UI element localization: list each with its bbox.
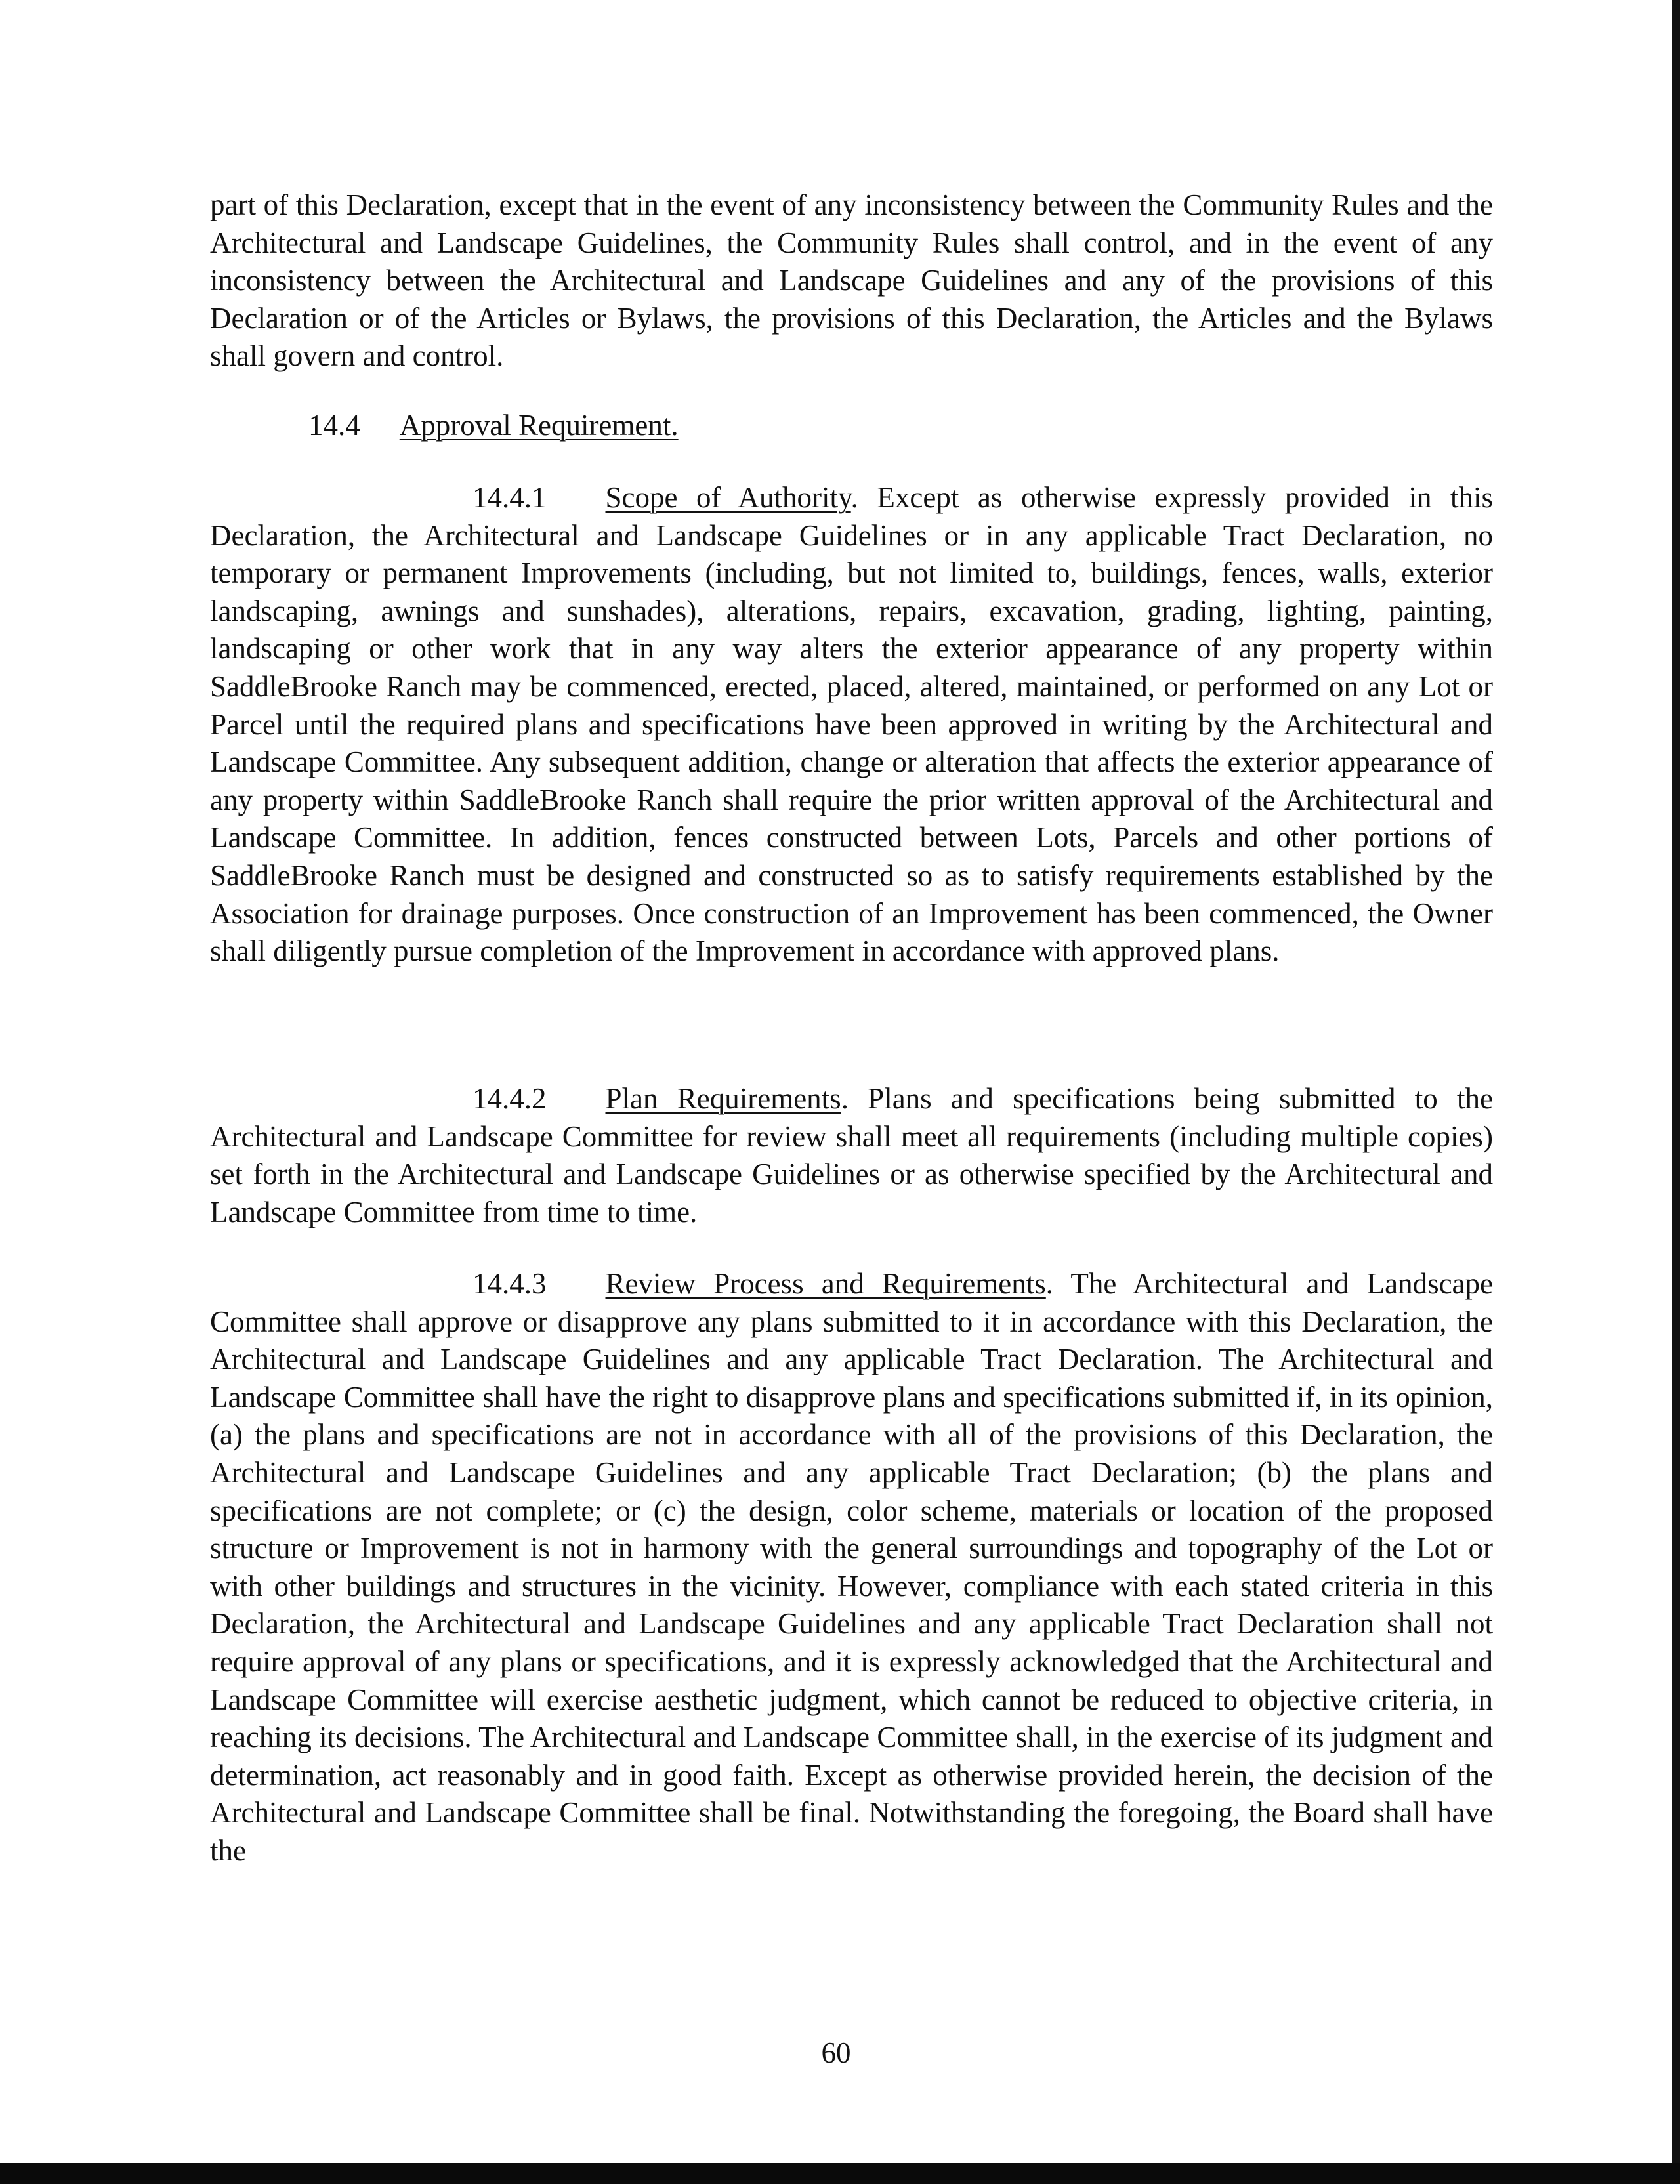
scan-edge-right xyxy=(1672,0,1680,2184)
section-14-4-heading xyxy=(308,407,679,445)
section-14-4-1-paragraph xyxy=(210,479,1493,971)
section-14-4-1-title: Scope of Authority xyxy=(605,481,851,514)
section-14-4-3-number: 14.4.3 xyxy=(472,1267,547,1300)
page-number: 60 xyxy=(821,2036,851,2069)
paragraph-intro: part of this Declaration, except that in the event of any inconsistency between the Community Rules and the Architectural and Landscape Guidelines, the Community Rules shall control, and in the event of any inconsistency between the Architectural and Landscape Guidelines and any of the provisions of this Declaration or of the Articles or Bylaws, the provisions of this Declaration, the Articles and the Bylaws shall govern and control. xyxy=(210,188,1493,373)
section-14-4-3-paragraph xyxy=(210,1265,1493,1870)
scan-edge-bottom xyxy=(0,2163,1680,2184)
section-14-4-title: Approval Requirement. xyxy=(399,409,679,442)
section-14-4-2-paragraph xyxy=(210,1080,1493,1231)
section-14-4-1-body: . Except as otherwise expressly provided in this Declaration, the Architectural and Landscape Guidelines or in any applicable Tract Declaration, no temporary or permanent Improvements (including, but not limited to, buildings, fences, walls, exterior landscaping, awnings and sunshades), alterations, repairs, excavation, grading, lighting, painting, landscaping or other work that in any way alters the exterior appearance of any property within SaddleBrooke Ranch may be commenced, erected, placed, altered, maintained, or performed on any Lot or Parcel until the required plans and specifications have been approved in writing by the Architectural and Landscape Committee. Any subsequent addition, change or alteration that affects the exterior appearance of any property within SaddleBrooke Ranch shall require the prior written approval of the Architectural and Landscape Committee. In addition, fences constructed between Lots, Parcels and other portions of SaddleBrooke Ranch must be designed and constructed so as to satisfy requirements established by the Association for drainage purposes. Once construction of an Improvement has been commenced, the Owner shall diligently pursue completion of the Improvement in accordance with approved plans. xyxy=(210,481,1494,968)
section-14-4-2-number: 14.4.2 xyxy=(472,1082,547,1115)
section-14-4-3-body: . The Architectural and Landscape Committee shall approve or disapprove any plans submitted to it in accordance with this Declaration, the Architectural and Landscape Guidelines and any applicable Tract Declaration. The Architectural and Landscape Committee shall have the right to disapprove plans and specifications submitted if, in its opinion, (a) the plans and specifications are not in accordance with all of the provisions of this Declaration, the Architectural and Landscape Guidelines and any applicable Tract Declaration; (b) the plans and specifications are not complete; or (c) the design, color scheme, materials or location of the proposed structure or Improvement is not in harmony with the general surroundings and topography of the Lot or with other buildings and structures in the vicinity. However, compliance with each stated criteria in this Declaration, the Architectural and Landscape Guidelines and any applicable Tract Declaration shall not require approval of any plans or specifications, and it is expressly acknowledged that the Architectural and Landscape Committee will exercise aesthetic judgment, which cannot be reduced to objective criteria, in reaching its decisions. The Architectural and Landscape Committee shall, in the exercise of its judgment and determination, act reasonably and in good faith. Except as otherwise provided herein, the decision of the Architectural and Landscape Committee shall be final. Notwithstanding the foregoing, the Board shall have the xyxy=(210,1267,1493,1867)
section-14-4-2-body: . Plans and specifications being submitted to the Architectural and Landscape Committee for review shall meet all requirements (including multiple copies) set forth in the Architectural and Landscape Guidelines or as otherwise specified by the Architectural and Landscape Committee from time to time. xyxy=(210,1082,1493,1228)
section-14-4-1-number: 14.4.1 xyxy=(472,481,547,514)
section-14-4-3-title: Review Process and Requirements xyxy=(605,1267,1046,1300)
section-14-4-2-title: Plan Requirements xyxy=(605,1082,841,1115)
section-14-4-number: 14.4 xyxy=(308,409,360,442)
